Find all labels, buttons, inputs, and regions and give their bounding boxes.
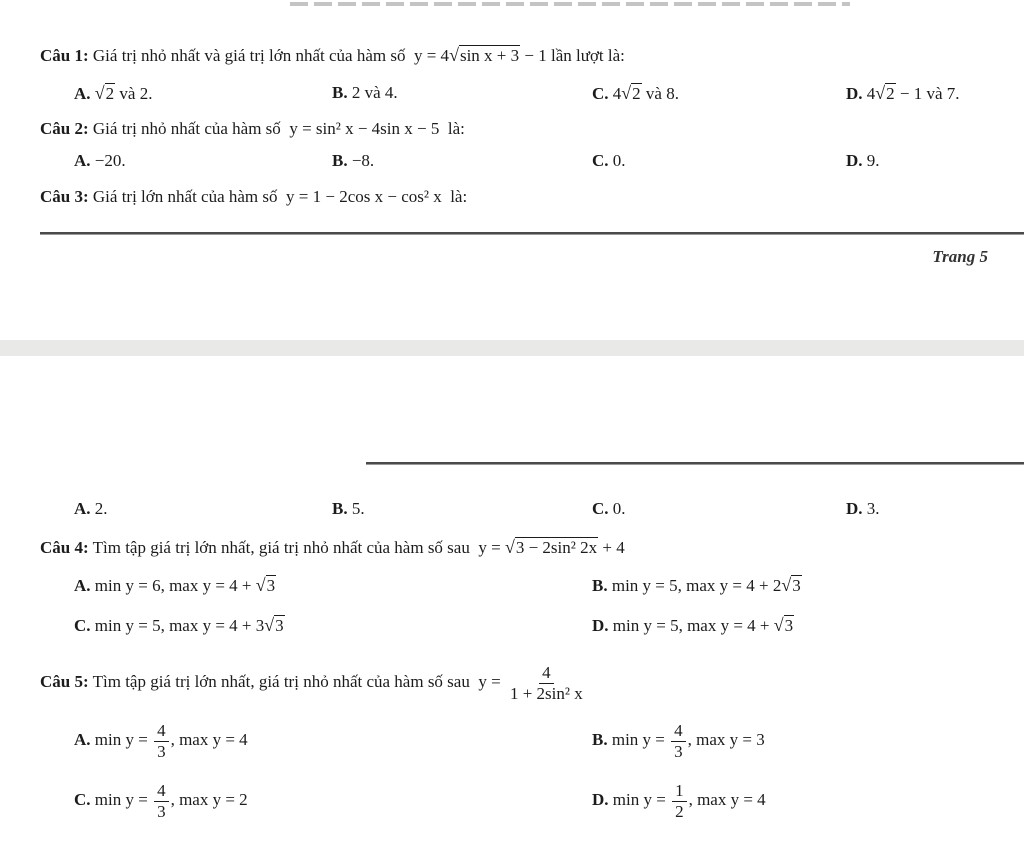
option-a — [74, 82, 152, 105]
option-letter: B. — [332, 151, 348, 170]
page-divider — [40, 232, 1024, 235]
sqrt: √sin x + 3 — [449, 45, 520, 65]
formula-part: y = 4 — [413, 46, 450, 65]
fraction — [154, 721, 169, 762]
sqrt: √3 — [773, 615, 794, 635]
option-text: và 2. — [115, 84, 153, 103]
numerator: 4 — [154, 781, 169, 802]
question-label: Câu 2: — [40, 119, 89, 138]
formula-part: − 1 — [520, 46, 547, 65]
option-text: 2. — [94, 499, 108, 518]
option-letter: C. — [74, 616, 91, 635]
option-c — [592, 498, 626, 520]
sqrt: √3 − 2sin² 2x — [504, 537, 598, 557]
sqrt: √3 — [781, 575, 801, 595]
option-d — [846, 498, 880, 520]
option-text: 5. — [351, 499, 365, 518]
numerator: 1 — [672, 781, 687, 802]
option-letter: D. — [846, 499, 863, 518]
option-c — [74, 778, 248, 822]
option-letter: A. — [74, 84, 91, 103]
formula — [474, 538, 625, 557]
sqrt: √2 — [94, 83, 115, 103]
question-text: Giá trị nhỏ nhất của hàm số — [92, 119, 281, 138]
question-label: Câu 5: — [40, 672, 89, 691]
numerator: 4 — [539, 663, 554, 684]
option-d — [846, 82, 960, 105]
option-d — [846, 150, 880, 172]
page-gap — [0, 340, 1024, 356]
page-top — [0, 0, 1024, 340]
option-letter: A. — [74, 151, 91, 170]
fraction — [672, 781, 687, 822]
option-text: min y = — [94, 730, 148, 749]
question-3 — [40, 186, 467, 208]
radicand: 3 − 2sin² 2x — [515, 538, 598, 557]
option-text: min y = 5, max y = 4 + 3 — [94, 616, 265, 635]
denominator: 3 — [157, 801, 166, 821]
sqrt: √2 — [875, 83, 895, 103]
option-a — [74, 718, 248, 762]
option-letter: C. — [592, 84, 609, 103]
option-letter: D. — [846, 151, 863, 170]
formula-part: y = — [478, 538, 505, 557]
numerator: 4 — [671, 721, 686, 742]
radicand: 3 — [266, 576, 276, 595]
option-text: −20. — [94, 151, 126, 170]
question-4 — [40, 536, 625, 559]
question-text: Giá trị nhỏ nhất và giá trị lớn nhất của hàm số — [92, 46, 406, 65]
formula: y = sin² x − 4sin x − 5 — [289, 119, 440, 138]
option-text: min y = — [612, 790, 666, 809]
formula: y = 1 − 2cos x − cos² x — [286, 187, 442, 206]
radicand: 3 — [275, 616, 284, 635]
option-text: , max y = 3 — [687, 730, 765, 749]
option-text: min y = 5, max y = 4 + — [612, 616, 774, 635]
question-tail: lần lượt là: — [550, 46, 625, 65]
question-1 — [40, 44, 625, 67]
numerator: 4 — [154, 721, 169, 742]
option-text: , max y = 4 — [170, 730, 248, 749]
option-text: , max y = 4 — [688, 790, 766, 809]
option-letter: D. — [592, 790, 609, 809]
formula-part: y = — [478, 672, 501, 691]
option-letter: C. — [592, 499, 609, 518]
option-text: 9. — [866, 151, 880, 170]
option-b — [332, 82, 398, 104]
scan-artifact — [290, 2, 850, 6]
option-d — [592, 778, 766, 822]
denominator: 3 — [674, 741, 683, 761]
option-b — [592, 718, 765, 762]
sqrt: √3 — [264, 615, 284, 635]
radicand: 2 — [886, 84, 895, 103]
question-tail: là: — [450, 187, 468, 206]
option-text: 4 — [866, 84, 876, 103]
option-c — [74, 614, 285, 637]
fraction — [154, 781, 169, 822]
radicand: sin x + 3 — [459, 46, 520, 65]
fraction — [507, 663, 586, 704]
page-header-rule — [366, 462, 1024, 465]
option-a — [74, 150, 126, 172]
denominator: 2 — [675, 801, 684, 821]
option-b — [332, 498, 365, 520]
question-2 — [40, 118, 465, 140]
formula — [410, 46, 551, 65]
option-letter: D. — [846, 84, 863, 103]
formula-part: + 4 — [598, 538, 625, 557]
question-label: Câu 3: — [40, 187, 89, 206]
option-d — [592, 614, 794, 637]
option-letter: A. — [74, 499, 91, 518]
radicand: 2 — [105, 84, 115, 103]
option-letter: D. — [592, 616, 609, 635]
denominator: 3 — [157, 741, 166, 761]
option-text: 0. — [612, 499, 626, 518]
option-text: − 1 và 7. — [895, 84, 960, 103]
option-letter: B. — [592, 730, 608, 749]
option-letter: A. — [74, 730, 91, 749]
option-text: và 8. — [641, 84, 679, 103]
question-label: Câu 4: — [40, 538, 89, 557]
option-b — [332, 150, 374, 172]
sqrt: √2 — [621, 83, 641, 103]
option-letter: C. — [74, 790, 91, 809]
question-tail: là: — [447, 119, 465, 138]
radicand: 2 — [632, 84, 641, 103]
fraction — [671, 721, 686, 762]
option-text: min y = — [611, 730, 665, 749]
option-letter: C. — [592, 151, 609, 170]
question-text: Giá trị lớn nhất của hàm số — [92, 187, 278, 206]
radicand: 3 — [792, 576, 801, 595]
option-a — [74, 574, 276, 597]
question-text: Tìm tập giá trị lớn nhất, giá trị nhỏ nhất của hàm số sau — [92, 672, 470, 691]
option-c — [592, 82, 679, 105]
question-5 — [40, 658, 588, 706]
option-letter: A. — [74, 576, 91, 595]
question-text: Tìm tập giá trị lớn nhất, giá trị nhỏ nhất của hàm số sau — [92, 538, 470, 557]
radicand: 3 — [784, 616, 794, 635]
option-b — [592, 574, 802, 597]
page-bottom — [0, 356, 1024, 852]
question-label: Câu 1: — [40, 46, 89, 65]
option-text: , max y = 2 — [170, 790, 248, 809]
option-text: 3. — [866, 499, 880, 518]
option-text: min y = 5, max y = 4 + 2 — [611, 576, 782, 595]
option-letter: B. — [332, 499, 348, 518]
option-a — [74, 498, 108, 520]
option-text: 0. — [612, 151, 626, 170]
option-text: min y = 6, max y = 4 + — [94, 576, 256, 595]
option-letter: B. — [592, 576, 608, 595]
denominator: 1 + 2sin² x — [509, 683, 583, 703]
option-text: 2 và 4. — [351, 83, 398, 102]
option-text: min y = — [94, 790, 148, 809]
option-text: −8. — [351, 151, 375, 170]
option-letter: B. — [332, 83, 348, 102]
sqrt: √3 — [255, 575, 276, 595]
option-c — [592, 150, 626, 172]
page-number: Trang 5 — [932, 247, 988, 266]
option-text: 4 — [612, 84, 622, 103]
